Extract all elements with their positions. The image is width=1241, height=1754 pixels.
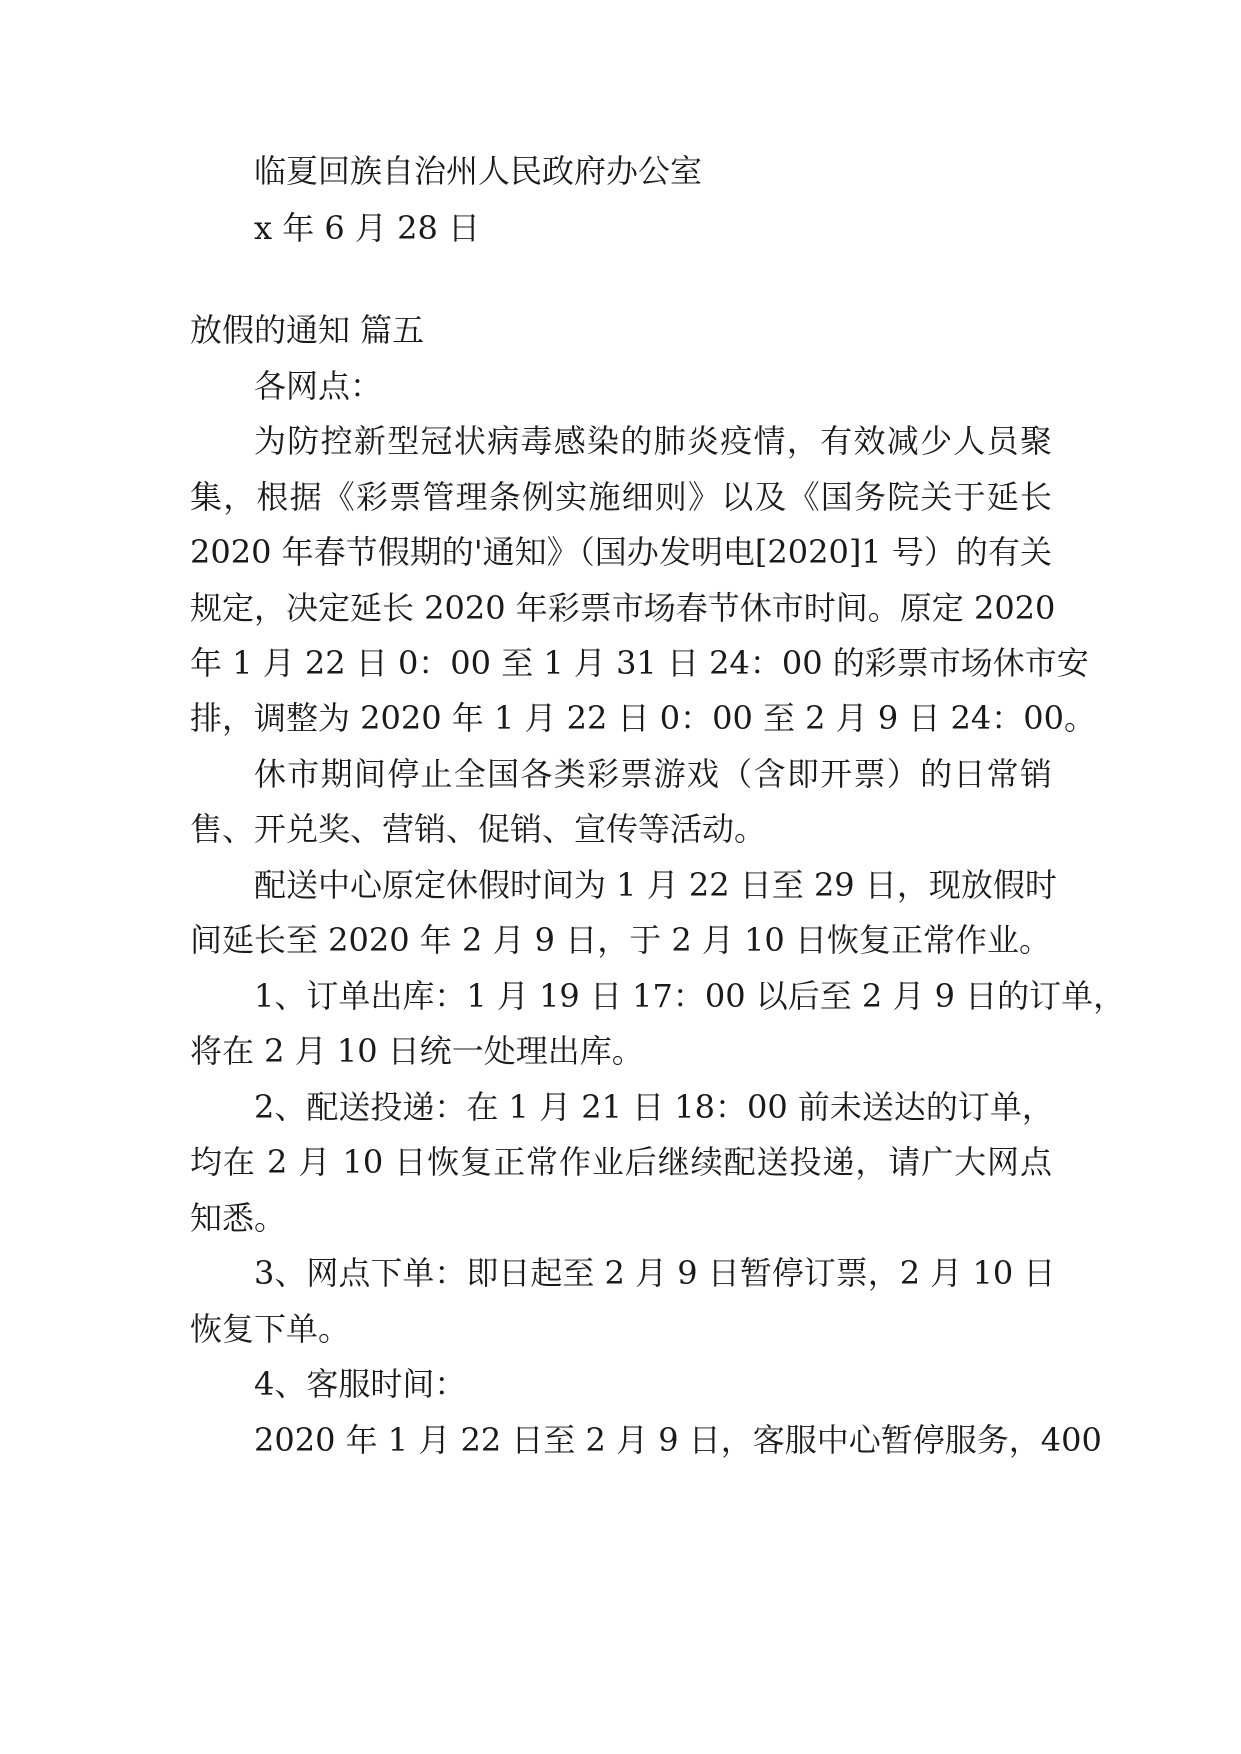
- paragraph-line: 2、配送投递：在 1 月 21 日 18：00 前未送达的订单，: [254, 1088, 1054, 1126]
- paragraph-line: 将在 2 月 10 日统一处理出库。: [190, 1032, 644, 1070]
- paragraph-line: 间延长至 2020 年 2 月 9 日，于 2 月 10 日恢复正常作业。: [190, 921, 1051, 959]
- paragraph-line: 4、客服时间：: [254, 1365, 467, 1403]
- paragraph-line: 均在 2 月 10 日恢复正常作业后继续配送投递，请广大网点: [190, 1143, 1052, 1181]
- paragraph-line: 排，调整为 2020 年 1 月 22 日 0：00 至 2 月 9 日 24：00。: [190, 699, 1096, 737]
- salutation: 各网点：: [254, 367, 383, 405]
- paragraph-line: 3、网点下单：即日起至 2 月 9 日暂停订票，2 月 10 日: [254, 1254, 1056, 1292]
- paragraph-line: 配送中心原定休假时间为 1 月 22 日至 29 日，现放假时: [254, 866, 1057, 904]
- paragraph-line: 售、开兑奖、营销、促销、宣传等活动。: [190, 810, 767, 848]
- paragraph-line: 年 1 月 22 日 0：00 至 1 月 31 日 24：00 的彩票市场休市安: [190, 644, 1089, 682]
- paragraph-line: 1、订单出库：1 月 19 日 17：00 以后至 2 月 9 日的订单，: [254, 977, 1126, 1015]
- section-heading: 放假的通知 篇五: [190, 311, 425, 349]
- paragraph-line: 规定，决定延长 2020 年彩票市场春节休市时间。原定 2020: [190, 589, 1056, 627]
- signature-org: 临夏回族自治州人民政府办公室: [254, 152, 703, 190]
- paragraph-line: 集，根据《彩票管理条例实施细则》以及《国务院关于延长: [190, 478, 1052, 516]
- paragraph-line: 恢复下单。: [190, 1310, 351, 1348]
- paragraph-line: 为防控新型冠状病毒感染的肺炎疫情，有效减少人员聚: [254, 422, 1052, 460]
- signature-date: x 年 6 月 28 日: [254, 209, 480, 247]
- paragraph-line: 休市期间停止全国各类彩票游戏（含即开票）的日常销: [254, 755, 1052, 793]
- paragraph-line: 知悉。: [190, 1199, 287, 1237]
- paragraph-line: 2020 年 1 月 22 日至 2 月 9 日，客服中心暂停服务，400: [254, 1421, 1102, 1459]
- paragraph-line: 2020 年春节假期的'通知》（国办发明电[2020]1 号）的有关: [190, 533, 1052, 571]
